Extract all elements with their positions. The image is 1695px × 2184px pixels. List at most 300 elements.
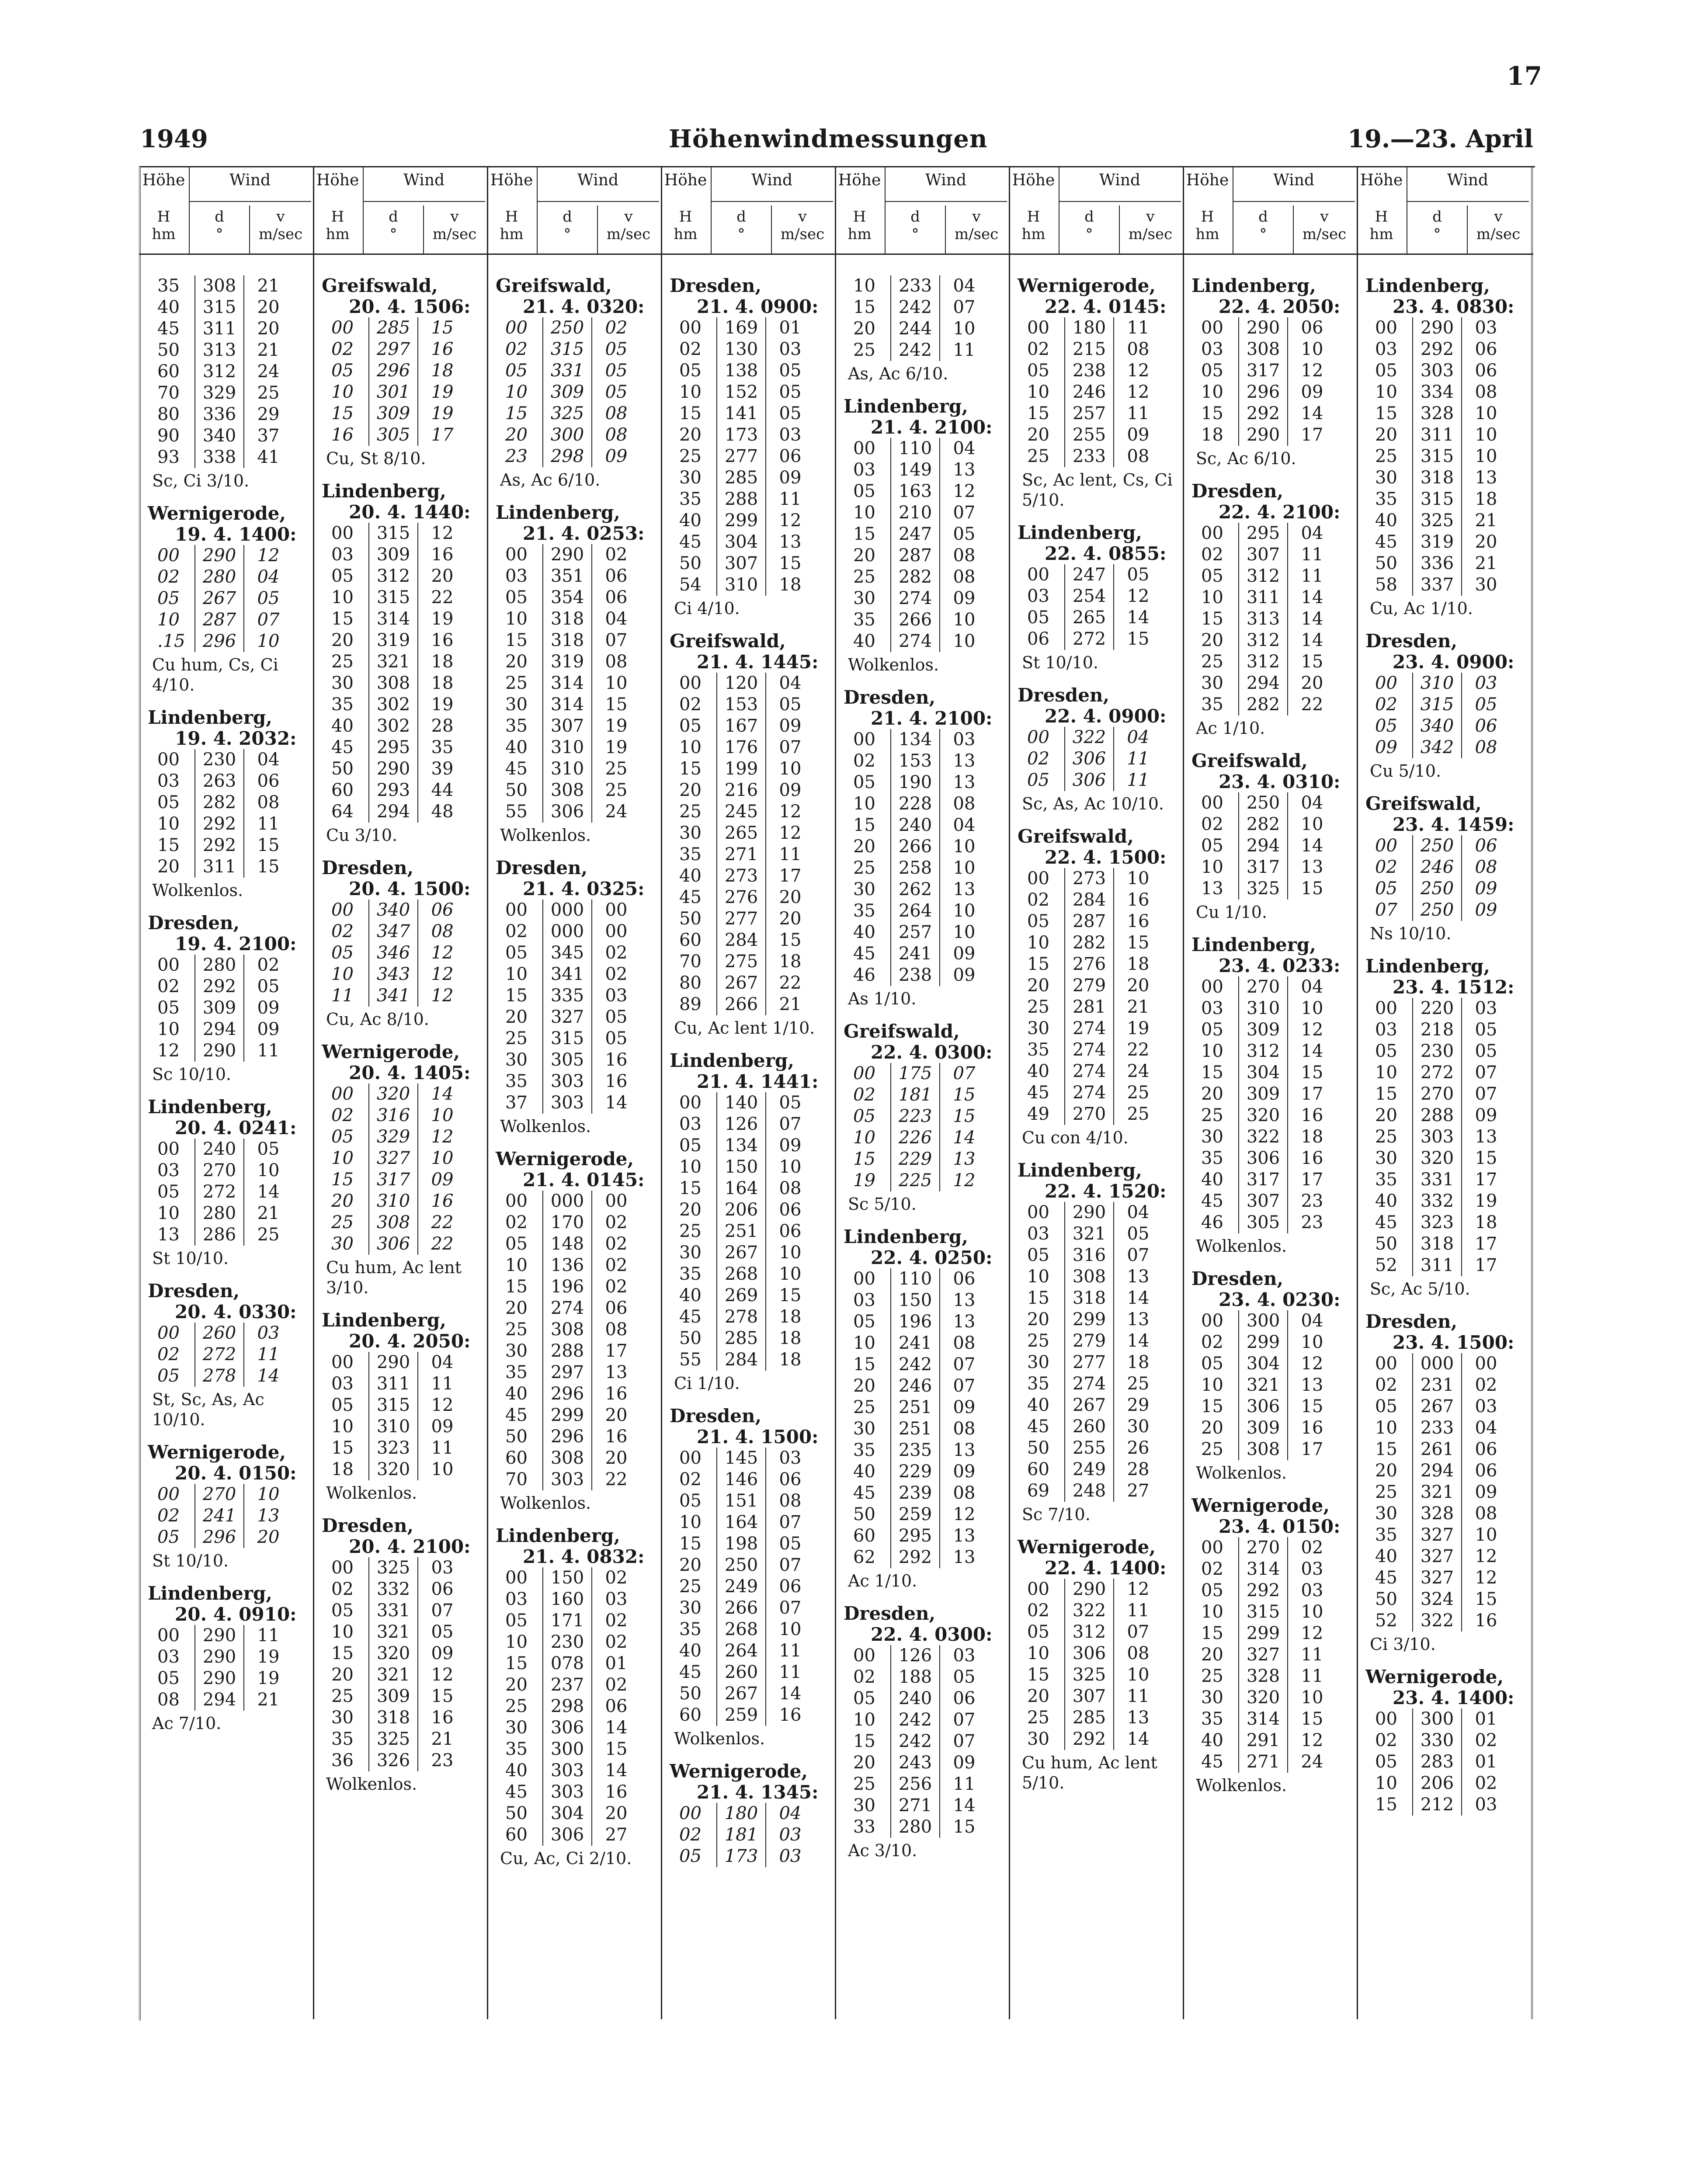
direction-value: 295 bbox=[890, 1525, 939, 1547]
direction-value: 314 bbox=[368, 608, 417, 630]
station-block bbox=[318, 1515, 484, 1794]
speed-value: 14 bbox=[765, 1683, 814, 1705]
direction-value: 148 bbox=[542, 1233, 591, 1255]
table-row bbox=[844, 631, 1006, 652]
direction-value: 271 bbox=[890, 1795, 939, 1816]
direction-value: 336 bbox=[1412, 553, 1461, 574]
table-row bbox=[323, 1083, 484, 1105]
table-row bbox=[497, 737, 658, 758]
height-value: 02 bbox=[853, 1085, 875, 1105]
speed-value: 11 bbox=[765, 489, 814, 510]
direction-value: 347 bbox=[368, 921, 417, 942]
height-value: 00 bbox=[505, 900, 528, 920]
table-row bbox=[323, 964, 484, 985]
cloud-note: Ac 3/10. bbox=[848, 1841, 917, 1860]
direction-value: 272 bbox=[195, 1344, 243, 1365]
speed-value: 05 bbox=[591, 1028, 640, 1049]
speed-value: 18 bbox=[417, 673, 466, 694]
header-d bbox=[713, 208, 770, 243]
table-row bbox=[1366, 553, 1528, 574]
header-hm-label: hm bbox=[674, 226, 698, 243]
column-body bbox=[666, 275, 832, 1879]
height-value: 35 bbox=[853, 901, 875, 921]
height-value: 15 bbox=[853, 1149, 875, 1169]
header-wind: Wind bbox=[1447, 171, 1489, 189]
height-value: 00 bbox=[331, 523, 354, 543]
table-row bbox=[149, 1160, 310, 1181]
station-datetime: 21. 4. 0253: bbox=[523, 523, 645, 544]
table-row bbox=[1018, 403, 1180, 424]
height-value: 15 bbox=[1027, 1288, 1049, 1308]
table-row bbox=[1192, 1375, 1354, 1396]
cloud-note: Ac 1/10. bbox=[848, 1571, 917, 1590]
direction-value: 146 bbox=[716, 1469, 765, 1490]
height-value: 25 bbox=[679, 1221, 702, 1241]
table-row bbox=[149, 275, 310, 297]
direction-value: 282 bbox=[195, 792, 243, 813]
cloud-note: Cu, Ac lent 1/10. bbox=[674, 1018, 815, 1038]
station-block bbox=[1188, 1495, 1354, 1795]
table-row bbox=[1018, 1686, 1180, 1707]
direction-value: 243 bbox=[890, 1752, 939, 1774]
speed-value: 13 bbox=[939, 879, 988, 900]
direction-value: 282 bbox=[890, 566, 939, 588]
station-datetime: 20. 4. 1506: bbox=[349, 296, 471, 317]
speed-value: 07 bbox=[1461, 1083, 1510, 1105]
height-value: 15 bbox=[853, 297, 875, 317]
height-value: 15 bbox=[679, 403, 702, 424]
station-name: Lindenberg, bbox=[1018, 1160, 1142, 1181]
table-row bbox=[1018, 1061, 1180, 1082]
height-value: 20 bbox=[505, 1007, 528, 1027]
speed-value: 10 bbox=[939, 858, 988, 879]
direction-value: 318 bbox=[368, 1707, 417, 1729]
height-value: 00 bbox=[1027, 727, 1049, 747]
speed-value: 11 bbox=[1113, 1686, 1162, 1707]
table-row bbox=[323, 651, 484, 673]
direction-value: 322 bbox=[1238, 1126, 1287, 1148]
direction-value: 314 bbox=[1238, 1559, 1287, 1580]
direction-value: 261 bbox=[1412, 1439, 1461, 1460]
height-value: 05 bbox=[505, 1611, 528, 1631]
station-name: Lindenberg, bbox=[1365, 955, 1490, 977]
direction-value: 300 bbox=[542, 1739, 591, 1760]
direction-value: 304 bbox=[716, 531, 765, 553]
direction-value: 260 bbox=[195, 1323, 243, 1344]
height-value: 60 bbox=[853, 1526, 875, 1546]
direction-value: 312 bbox=[1064, 1622, 1113, 1643]
height-value: 50 bbox=[1027, 1438, 1049, 1458]
header-hoehe: Höhe bbox=[1360, 171, 1403, 189]
direction-value: 312 bbox=[1238, 566, 1287, 587]
speed-value: 26 bbox=[1113, 1437, 1162, 1459]
table-row bbox=[1018, 954, 1180, 975]
header-H-label: H bbox=[679, 208, 692, 226]
height-value: 10 bbox=[1027, 1267, 1049, 1287]
table-row bbox=[670, 403, 832, 424]
table-row bbox=[670, 1619, 832, 1640]
table-row bbox=[1018, 586, 1180, 607]
height-value: 25 bbox=[505, 1028, 528, 1049]
speed-value: 09 bbox=[765, 1135, 814, 1156]
station-block bbox=[144, 913, 310, 1084]
table-row bbox=[844, 502, 1006, 524]
height-value: 05 bbox=[853, 772, 875, 792]
direction-value: 280 bbox=[195, 955, 243, 976]
height-value: 35 bbox=[505, 1071, 528, 1091]
table-row bbox=[1366, 1708, 1528, 1730]
table-row bbox=[670, 1448, 832, 1469]
table-row bbox=[149, 1019, 310, 1040]
table-row bbox=[844, 750, 1006, 772]
speed-value: 07 bbox=[765, 1512, 814, 1533]
direction-value: 308 bbox=[542, 1448, 591, 1469]
height-value: 02 bbox=[1027, 1601, 1049, 1621]
speed-value: 02 bbox=[1461, 1730, 1510, 1751]
height-value: 20 bbox=[1201, 1084, 1223, 1104]
direction-value: 312 bbox=[195, 361, 243, 382]
table-row bbox=[323, 1707, 484, 1729]
station-name: Lindenberg, bbox=[1191, 275, 1316, 296]
direction-value: 263 bbox=[195, 771, 243, 792]
speed-value: 03 bbox=[765, 339, 814, 360]
measurement-rows bbox=[149, 1139, 310, 1246]
height-value: 03 bbox=[157, 1647, 180, 1667]
column-header bbox=[141, 166, 311, 253]
table-row bbox=[1018, 1664, 1180, 1686]
direction-value: 250 bbox=[1238, 792, 1287, 814]
table-row bbox=[670, 1512, 832, 1533]
station-block bbox=[144, 1583, 310, 1733]
table-row bbox=[844, 922, 1006, 943]
table-row bbox=[670, 801, 832, 823]
speed-value: 16 bbox=[417, 544, 466, 566]
table-row bbox=[844, 481, 1006, 502]
measurement-rows bbox=[844, 438, 1006, 652]
speed-value: 05 bbox=[765, 403, 814, 424]
table-row bbox=[323, 1579, 484, 1600]
direction-value: 250 bbox=[1412, 835, 1461, 857]
direction-value: 319 bbox=[542, 651, 591, 673]
header-divider bbox=[1233, 201, 1355, 202]
speed-value: 07 bbox=[939, 297, 988, 318]
table-row bbox=[1192, 1332, 1354, 1353]
height-value: 20 bbox=[1027, 425, 1049, 445]
speed-value: 11 bbox=[1287, 544, 1336, 566]
height-value: 16 bbox=[331, 425, 354, 445]
speed-value: 05 bbox=[243, 1139, 292, 1160]
direction-value: 306 bbox=[1238, 1148, 1287, 1169]
speed-value: 08 bbox=[591, 424, 640, 446]
direction-value: 321 bbox=[368, 651, 417, 673]
table-row bbox=[670, 446, 832, 467]
station-block bbox=[1188, 275, 1354, 469]
table-row bbox=[1366, 1233, 1528, 1255]
speed-value: 10 bbox=[765, 1619, 814, 1640]
speed-value: 24 bbox=[591, 801, 640, 823]
height-value: 40 bbox=[853, 1462, 875, 1482]
table-row bbox=[1192, 360, 1354, 382]
table-row bbox=[670, 1178, 832, 1199]
height-value: 25 bbox=[853, 340, 875, 360]
station-datetime: 22. 4. 2100: bbox=[1219, 501, 1341, 523]
speed-value: 14 bbox=[591, 1760, 640, 1781]
height-value: 02 bbox=[679, 1825, 702, 1845]
direction-value: 226 bbox=[890, 1127, 939, 1149]
height-value: 20 bbox=[1375, 425, 1397, 445]
table-row bbox=[1192, 1062, 1354, 1083]
table-row bbox=[844, 1525, 1006, 1547]
height-value: 45 bbox=[1201, 1752, 1223, 1772]
speed-value: 20 bbox=[591, 1405, 640, 1426]
direction-value: 272 bbox=[1064, 628, 1113, 650]
speed-value: 06 bbox=[1461, 339, 1510, 360]
station-datetime: 20. 4. 1405: bbox=[349, 1062, 471, 1083]
speed-value: 19 bbox=[417, 382, 466, 403]
header-divider bbox=[189, 166, 190, 253]
table-row bbox=[497, 921, 658, 942]
direction-value: 245 bbox=[716, 801, 765, 823]
speed-value: 02 bbox=[591, 544, 640, 566]
table-row bbox=[323, 608, 484, 630]
height-value: 02 bbox=[1201, 1559, 1223, 1579]
header-ms-label: m/sec bbox=[1302, 226, 1347, 243]
direction-value: 280 bbox=[890, 1816, 939, 1838]
table-row bbox=[670, 1092, 832, 1114]
table-row bbox=[844, 1483, 1006, 1504]
station-datetime: 22. 4. 1400: bbox=[1045, 1557, 1167, 1579]
header-d bbox=[1409, 208, 1466, 243]
station-name: Dresden, bbox=[670, 275, 762, 296]
table-row bbox=[1366, 1105, 1528, 1126]
table-row bbox=[1192, 878, 1354, 899]
table-row bbox=[1366, 1255, 1528, 1276]
table-row bbox=[497, 446, 658, 467]
speed-value: 05 bbox=[1461, 694, 1510, 715]
direction-value: 296 bbox=[542, 1426, 591, 1448]
direction-value: 303 bbox=[542, 1469, 591, 1490]
station-name: Dresden, bbox=[1365, 1311, 1458, 1332]
station-name: Dresden, bbox=[148, 1280, 240, 1302]
header-divider bbox=[885, 166, 886, 253]
station-datetime: 20. 4. 0330: bbox=[175, 1301, 297, 1323]
speed-value: 14 bbox=[1287, 403, 1336, 424]
speed-value: 09 bbox=[1461, 878, 1510, 899]
direction-value: 319 bbox=[1412, 531, 1461, 553]
cloud-note: Wolkenlos. bbox=[152, 881, 243, 900]
direction-value: 150 bbox=[716, 1156, 765, 1178]
header-ms-label: m/sec bbox=[780, 226, 825, 243]
height-value: 05 bbox=[679, 1135, 702, 1156]
height-value: 00 bbox=[853, 729, 875, 750]
height-value: 80 bbox=[679, 973, 702, 993]
measurement-rows bbox=[1366, 998, 1528, 1276]
speed-value: 11 bbox=[243, 1625, 292, 1646]
table-row bbox=[1192, 1041, 1354, 1062]
height-value: 00 bbox=[1375, 1709, 1397, 1729]
speed-value: 22 bbox=[1113, 1039, 1162, 1061]
direction-value: 190 bbox=[890, 772, 939, 793]
speed-value: 06 bbox=[243, 771, 292, 792]
speed-value: 07 bbox=[939, 1731, 988, 1752]
table-row bbox=[1192, 544, 1354, 566]
direction-value: 233 bbox=[1412, 1417, 1461, 1439]
direction-value: 270 bbox=[195, 1160, 243, 1181]
cloud-note: Cu hum, Ac lent 3/10. bbox=[326, 1258, 462, 1297]
speed-value: 09 bbox=[765, 780, 814, 801]
direction-value: 296 bbox=[368, 360, 417, 382]
speed-value: 13 bbox=[939, 1149, 988, 1170]
height-value: 05 bbox=[1027, 361, 1049, 381]
table-row bbox=[1366, 339, 1528, 360]
table-row bbox=[844, 815, 1006, 836]
table-row bbox=[844, 772, 1006, 793]
direction-value: 285 bbox=[716, 1328, 765, 1349]
direction-value: 310 bbox=[542, 758, 591, 780]
speed-value: 14 bbox=[1287, 608, 1336, 630]
measurement-rows bbox=[323, 1083, 484, 1255]
direction-value: 320 bbox=[1238, 1105, 1287, 1126]
speed-value: 10 bbox=[1461, 1524, 1510, 1546]
height-value: 02 bbox=[679, 339, 702, 359]
speed-value: 18 bbox=[765, 1306, 814, 1328]
speed-value: 19 bbox=[1461, 1191, 1510, 1212]
height-value: 02 bbox=[1375, 857, 1397, 877]
station-block bbox=[1362, 1311, 1528, 1654]
height-value: 00 bbox=[331, 900, 354, 920]
direction-value: 150 bbox=[542, 1567, 591, 1589]
header-divider bbox=[945, 205, 946, 253]
station-block bbox=[840, 275, 1006, 384]
height-value: 05 bbox=[1027, 770, 1049, 790]
cloud-note: Cu, Ac 1/10. bbox=[1370, 599, 1473, 618]
direction-value: 308 bbox=[1238, 1439, 1287, 1460]
speed-value: 08 bbox=[1113, 1643, 1162, 1664]
header-v bbox=[1294, 208, 1355, 243]
speed-value: 08 bbox=[939, 1418, 988, 1440]
direction-value: 151 bbox=[716, 1490, 765, 1512]
table-row bbox=[149, 382, 310, 404]
table-row bbox=[844, 318, 1006, 340]
table-row bbox=[1018, 1082, 1180, 1104]
table-row bbox=[497, 1276, 658, 1298]
height-value: 20 bbox=[505, 1675, 528, 1695]
height-value: 10 bbox=[1375, 1418, 1397, 1438]
direction-value: 307 bbox=[542, 715, 591, 737]
table-row bbox=[1366, 1396, 1528, 1417]
speed-value: 02 bbox=[591, 964, 640, 985]
table-row bbox=[1366, 1169, 1528, 1191]
height-value: 35 bbox=[1027, 1374, 1049, 1394]
direction-value: 274 bbox=[1064, 1039, 1113, 1061]
table-row bbox=[1018, 339, 1180, 360]
speed-value: 03 bbox=[765, 1846, 814, 1867]
table-row bbox=[844, 1375, 1006, 1397]
table-row bbox=[1018, 607, 1180, 628]
table-row bbox=[1192, 1417, 1354, 1439]
direction-value: 303 bbox=[542, 1781, 591, 1803]
station-datetime: 22. 4. 0250: bbox=[871, 1247, 993, 1268]
header-deg-label: ° bbox=[911, 226, 919, 243]
direction-value: 196 bbox=[890, 1311, 939, 1333]
direction-value: 274 bbox=[1064, 1082, 1113, 1104]
cloud-note: Wolkenlos. bbox=[674, 1729, 765, 1748]
speed-value: 04 bbox=[939, 815, 988, 836]
table-row bbox=[149, 1484, 310, 1505]
speed-value: 22 bbox=[1287, 694, 1336, 715]
table-row bbox=[844, 1290, 1006, 1311]
table-row bbox=[1018, 424, 1180, 446]
table-row bbox=[497, 608, 658, 630]
table-row bbox=[670, 972, 832, 994]
table-row bbox=[497, 694, 658, 715]
direction-value: 314 bbox=[542, 694, 591, 715]
header-divider bbox=[249, 205, 250, 253]
direction-value: 294 bbox=[1238, 673, 1287, 694]
direction-value: 175 bbox=[890, 1063, 939, 1084]
direction-value: 331 bbox=[542, 360, 591, 382]
table-row bbox=[1366, 1610, 1528, 1632]
direction-value: 325 bbox=[1412, 510, 1461, 531]
table-row bbox=[149, 340, 310, 361]
speed-value: 05 bbox=[765, 360, 814, 382]
height-value: 45 bbox=[679, 1662, 702, 1682]
header-wind: Wind bbox=[577, 171, 619, 189]
direction-value: 340 bbox=[195, 425, 243, 447]
direction-value: 120 bbox=[716, 673, 765, 694]
direction-value: 134 bbox=[716, 1135, 765, 1156]
speed-value: 01 bbox=[1461, 1708, 1510, 1730]
speed-value: 16 bbox=[1287, 1148, 1336, 1169]
station-datetime: 23. 4. 0233: bbox=[1219, 955, 1341, 976]
speed-value: 37 bbox=[243, 425, 292, 447]
height-value: 05 bbox=[679, 361, 702, 381]
table-row bbox=[1366, 1019, 1528, 1041]
table-row bbox=[670, 467, 832, 489]
direction-value: 315 bbox=[368, 1395, 417, 1416]
speed-value: 07 bbox=[939, 1709, 988, 1731]
direction-value: 327 bbox=[1412, 1567, 1461, 1589]
measurement-rows bbox=[149, 955, 310, 1062]
direction-value: 320 bbox=[1238, 1687, 1287, 1708]
measurement-rows bbox=[670, 1092, 832, 1371]
height-value: 15 bbox=[331, 1438, 354, 1458]
speed-value: 35 bbox=[417, 737, 466, 758]
direction-value: 267 bbox=[1064, 1395, 1113, 1416]
measurement-rows bbox=[1192, 1537, 1354, 1773]
table-row bbox=[844, 609, 1006, 631]
height-value: 25 bbox=[853, 1397, 875, 1417]
table-row bbox=[1018, 1373, 1180, 1395]
column-separator bbox=[487, 166, 488, 2019]
speed-value: 04 bbox=[765, 1803, 814, 1824]
speed-value: 16 bbox=[591, 1049, 640, 1071]
cloud-note: Wolkenlos. bbox=[848, 655, 939, 674]
speed-value: 02 bbox=[1461, 1773, 1510, 1794]
table-row bbox=[670, 758, 832, 780]
header-hm-label: hm bbox=[1369, 226, 1393, 243]
header-deg-label: ° bbox=[389, 226, 397, 243]
table-row bbox=[1366, 1482, 1528, 1503]
direction-value: 318 bbox=[542, 630, 591, 651]
cloud-note: Ci 3/10. bbox=[1370, 1635, 1436, 1654]
height-value: 15 bbox=[853, 1354, 875, 1375]
height-value: 05 bbox=[1201, 1580, 1223, 1601]
table-row bbox=[497, 758, 658, 780]
table-row bbox=[149, 771, 310, 792]
speed-value: 15 bbox=[1461, 1589, 1510, 1610]
height-value: 23 bbox=[505, 446, 528, 466]
